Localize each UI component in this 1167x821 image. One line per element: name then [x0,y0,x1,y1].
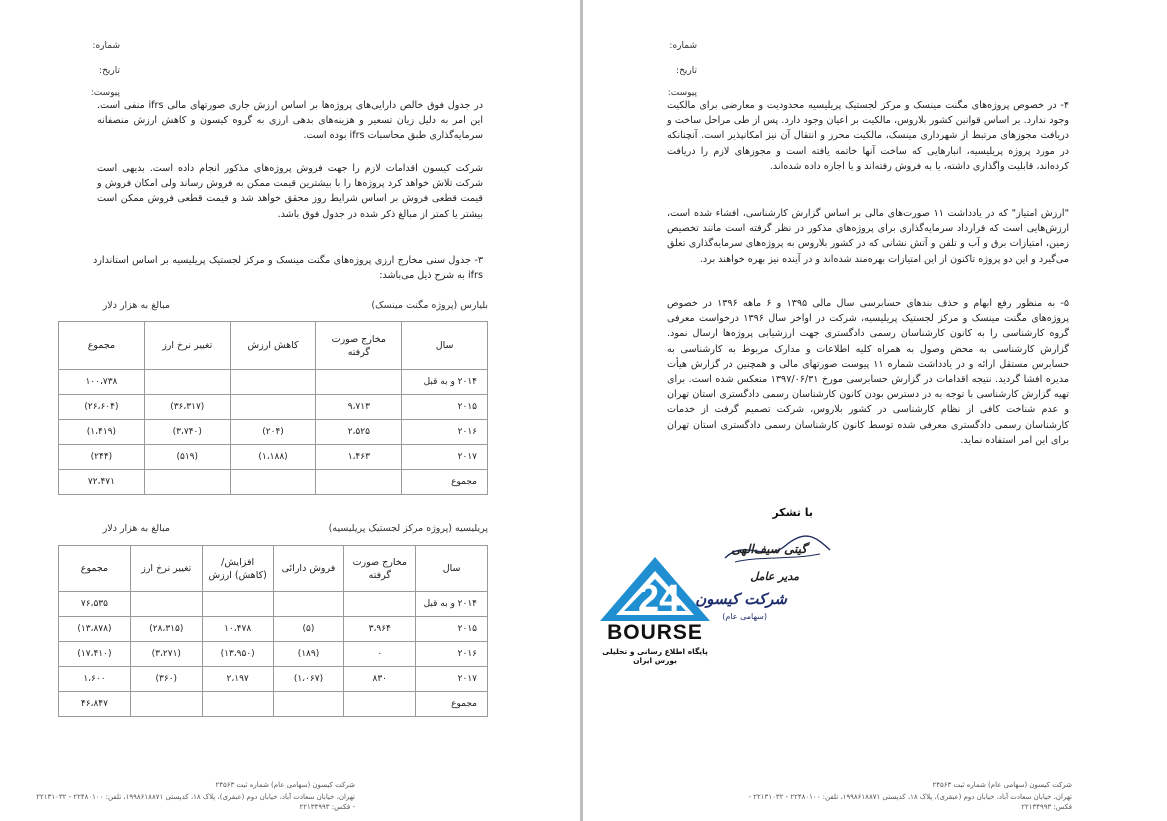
table-cell: ۱،۶۰۰ [59,667,131,692]
table-header-cell: کاهش ارزش [230,322,316,370]
table-header-cell: سال [416,546,488,592]
table-cell: ۲۰۱۶ [416,642,488,667]
footer-address: تهران، خیابان سعادت آباد، خیابان دوم (عبقری)، پلاک ۱۸، کدپستی ۱۹۹۸۶۱۸۸۷۱، تلفن: ۲۲۴۸۰۱۰۰ - ۲۲۱۳۱۰۳۲ - فکس: ۲۲۱۳۴۹۹۳ [36,793,355,811]
table-cell [273,692,344,717]
meta-number-label: شماره: [92,41,120,51]
table-header-cell: سال [402,322,488,370]
bourse-tagline: پایگاه اطلاع رسانی و تحلیلی بورس ایران [602,647,708,665]
table-cell [230,395,316,420]
table-cell: ۳،۹۶۴ [344,617,416,642]
meta-date-label: تاریخ: [676,66,697,76]
table-total-row [59,692,488,717]
company-stamp-subtitle: (سهامی عام) [722,612,767,621]
table-cell: (۱،۰۶۷) [273,667,344,692]
table-cell: (۲۸،۳۱۵) [130,617,202,642]
table-cell: ۹،۷۱۳ [316,395,402,420]
table-cell: ۲،۵۲۵ [316,420,402,445]
table-cell [230,370,316,395]
paragraph-ownership: ۴- در خصوص پروژه‌های مگنت مینسک و مرکز لجستیک پریلیسیه محدودیت و معارضی برای مالکیت وجود ندارد. بر اساس قوانین کشور بلاروس، مالکیت بر اعیان وجود دارد. پس از طی مراحل ساخت و دریافت مجوزهای مرتبط از شهرداری مینسک، مالکیت محرز و انتقال آن نیز امکانپذیر است. آنچنانکه در مورد پروژه پریلیسیه، انبارهایی که ساخت آنها خاتمه یافته است و مجوزهای لازم را دریافت کرده‌اند، قابلیت واگذاری داشته، یا به فروش رفته‌اند و یا اجاره داده شده‌اند. [667,100,1069,172]
table-cell: (۳،۲۷۱) [130,642,202,667]
paragraph-net-assets: در جدول فوق خالص دارایی‌های پروژه‌ها بر اساس ارزش جاری صورتهای مالی ifrs منفی است. این امر به دلیل زیان تسعیر و هزینه‌های بدهی ارزی به گروه کیسون و کاهش ارزش منصفانه سرمایه‌گذاری طبق محاسبات ifrs بوده است. [97,100,483,142]
footer-registration: شرکت کیسون (سهامی عام) شماره ثبت ۲۴۵۶۳ [932,781,1072,789]
table-row [59,617,488,642]
bourse-brand-text: BOURSE [607,621,703,644]
table-cell: ۲۰۱۵ [402,395,488,420]
left-page [0,0,580,821]
table-cell: ۱۰۰،۷۳۸ [59,370,145,395]
table-header-cell: تغییر نرخ ارز [130,546,202,592]
paragraph-sale-efforts: شرکت کیسون اقدامات لازم را جهت فروش پروژه‌های مذکور انجام داده است. بدیهی است شرکت تلاش خواهد کرد پروژه‌ها را با بیشترین قیمت ممکن به فروش رساند ولی امکان فروش و قیمت قطعی فروش بر اساس شرایط روز محقق خواهد شد و قیمت قطعی فروش ممکن است بیشتر یا کمتر از مبالغ ذکر شده در جدول فوق باشد. [97,163,483,220]
table-header-cell: مجموع [59,546,131,592]
table-header-cell: تغییر نرخ ارز [144,322,230,370]
table1-title: بلیارس (پروژه مگنت مینسک) [371,300,488,311]
table-cell: ۲۰۱۵ [416,617,488,642]
signer-title: مدیر عامل [750,570,799,583]
signer-name: گیتی سیف‌الهی [731,542,807,556]
table-row [59,420,488,445]
meta-date-label: تاریخ: [99,66,120,76]
meta-number-label: شماره: [669,41,697,51]
paragraph-audit-resolution: ۵- به منظور رفع ابهام و حذف بندهای حسابرسی سال مالی ۱۳۹۵ و ۶ ماهه ۱۳۹۶ در خصوص پروژه‌های مگنت مینسک و مرکز لجستیک پریلیسیه، شرکت در اواخر سال ۱۳۹۶ درخواست معرفی گروه کارشناسی را به کانون کارشناسان رسمی دادگستری جهت ارزشیابی پروژه‌ها ارسال نمود. گزارش کارشناسی به محض وصول به همراه کلیه اطلاعات و مدارک مربوط به کارشناسی به حسابرس مستقل ارائه و در یادداشت شماره ۱۱ پیوست صورتهای مالی و همچنین در گزارش هیأت مدیره افشا گردید. نتیجه اقدامات در گزارش حسابرسی مورخ ۱۳۹۷/۰۶/۳۱ منعکس شده است. برای تهیه گزارش کارشناسی با توجه به در دسترس بودن کانون کارشناسان رسمی دادگستری استان تهران و عدم شناخت کافی از نظام کارشناسی در کشور بلاروس، شرکت تصمیم گرفت از خدمات کارشناسان رسمی دادگستری معرفی شده توسط کانون کارشناسان رسمی دادگستری استان تهران برای این امر استفاده نماید. [667,298,1070,446]
table-cell: (۳،۷۴۰) [144,420,230,445]
table-cell [202,592,273,617]
table2-title: پریلیسیه (پروژه مرکز لجستیک پریلیسیه) [328,523,488,534]
table-cell: ۰ [344,642,416,667]
table-cell: ۴۶،۸۴۷ [59,692,131,717]
table-cell [316,470,402,495]
table-cell: ۲۰۱۶ [402,420,488,445]
table-header-row [59,546,488,592]
table-cell: (۵) [273,617,344,642]
table-cell: ۱۰،۴۷۸ [202,617,273,642]
table-cell: (۲۶،۶۰۴) [59,395,145,420]
table-cell: مجموع [402,470,488,495]
table-cell: ۸۳۰ [344,667,416,692]
table-cell [316,370,402,395]
right-page [583,0,1167,821]
paragraph-concession-value: "ارزش امتیاز" که در یادداشت ۱۱ صورت‌های مالی بر اساس گزارش کارشناسی، افشاء شده است، ارزش‌هایی است که قرارداد سرمایه‌گذاری برای پروژه‌های مذکور در نظر گرفته است مانند تخصیص زمین، امتیازات برق و آب و تلفن و آتش نشانی که در کشور بلاروس به پروژه‌های سرمایه‌گذاری تعلق می‌گیرد و این دو پروژه تاکنون از این امتیازات بهره‌مند شده‌اند و در آینده نیز بهره خواهند برد. [667,208,1069,265]
table-cell: (۱۸۹) [273,642,344,667]
table-cell: (۲۰۴) [230,420,316,445]
table-cell: ۲۰۱۷ [402,445,488,470]
meta-attachment-label: پیوست: [667,88,697,98]
table-cell: (۳۶،۳۱۷) [144,395,230,420]
table-cell: (۲۴۴) [59,445,145,470]
table-cell [344,592,416,617]
table-cell: (۱۳،۸۷۸) [59,617,131,642]
footer-registration: شرکت کیسون (سهامی عام) شماره ثبت ۲۴۵۶۳ [215,781,355,789]
table-cell: ۲۰۱۷ [416,667,488,692]
table-header-row [59,322,488,370]
table2-unit: مبالغ به هزار دلار [102,523,170,534]
table-row [59,642,488,667]
table-header-cell: مجموع [59,322,145,370]
table-cell [230,470,316,495]
table1-unit: مبالغ به هزار دلار [102,300,170,311]
table-cell [130,692,202,717]
table-cell: ۲۰۱۴ و به قبل [416,592,488,617]
paragraph-age-schedule: ۳- جدول سنی مخارج ارزی پروژه‌های مگنت مینسک و مرکز لجستیک پریلیسیه بر اساس استاندارد ifrs به شرح ذیل می‌باشد: [93,255,483,282]
table-cell [344,692,416,717]
table-cell: (۱،۱۸۸) [230,445,316,470]
table-row [59,370,488,395]
footer-address: تهران، خیابان سعادت آباد، خیابان دوم (عبقری)، پلاک ۱۸، کدپستی ۱۹۹۸۶۱۸۸۷۱، تلفن: ۲۲۴۸۰۱۰۰ - ۲۲۱۳۱۰۳۲ - فکس: ۲۲۱۳۴۹۹۳ [748,793,1072,811]
meta-attachment-label: پیوست: [90,88,120,98]
table-cell [130,592,202,617]
table-cell: (۱۷،۴۱۰) [59,642,131,667]
table-cell [273,592,344,617]
table-magnet-minsk [58,321,488,495]
table-cell [202,692,273,717]
table-cell [144,370,230,395]
table-row [59,445,488,470]
table-cell [144,470,230,495]
table-cell: ۷۶،۵۳۵ [59,592,131,617]
table-cell: (۱،۴۱۹) [59,420,145,445]
table-cell: مجموع [416,692,488,717]
table-row [59,395,488,420]
table-header-cell: افزایش/ (کاهش) ارزش [202,546,273,592]
table-cell: ۷۲،۴۷۱ [59,470,145,495]
svg-text:24: 24 [638,578,681,620]
bourse24-watermark [590,555,720,667]
table-row [59,592,488,617]
table-row [59,667,488,692]
table-total-row [59,470,488,495]
table-cell: (۱۳،۹۵۰) [202,642,273,667]
table-cell: ۲۰۱۴ و به قبل [402,370,488,395]
table-cell: ۲،۱۹۷ [202,667,273,692]
table-cell: (۳۶۰) [130,667,202,692]
table-header-cell: فروش دارائی [273,546,344,592]
bourse-triangle-logo-icon [590,555,720,625]
table-prilesie [58,545,488,717]
table-cell: ۱،۴۶۳ [316,445,402,470]
table-cell: (۵۱۹) [144,445,230,470]
table-header-cell: مخارج صورت گرفته [316,322,402,370]
closing-thanks: با تشکر [772,506,813,519]
table-header-cell: مخارج صورت گرفته [344,546,416,592]
company-stamp: شرکت کیسون [695,590,787,608]
